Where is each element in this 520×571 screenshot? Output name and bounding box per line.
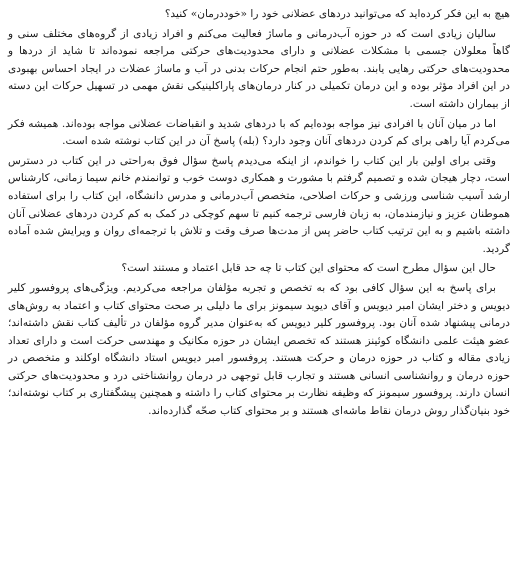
paragraph-patients: اما در میان آنان با افرادی نیز مواجه بوده‌ایم که با دردهای شدید و انقباضات عضلانی مواجه بوده‌اند. همیشه فکر می‌کردم آیا راهی برای کم کردن دردهای آنان وجود دارد؟ (بله) پاسخ آن در این کتاب نوشته شده است. — [8, 117, 510, 148]
paragraph-question: هیچ به این فکر کرده‌اید که می‌توانید دردهای عضلانی خود را «خوددرمان» کنید؟ — [164, 8, 510, 20]
paragraph-experience: سالیان زیادی است که در حوزه آب‌درمانی و ماساژ فعالیت می‌کنم و افراد زیادی از گروه‌های مختلف سنی و گاهاً معلولان جسمی با مشکلات عضلانی و دارای محدودیت‌های حرکتی مراجعه نموده‌اند تا شاید از دردها و محدودیت‌های حرکتی رهایی یابند. به‌طور حتم انجام حرکات بدنی در آب و ماساژ عضلات در ایجاد احساس بهبودی در این افراد مؤثر بوده و این درمان تکمیلی در کنار درمان‌های پاراکلینیکی نقش مهمی در تسهیل حرکات این دسته از بیماران داشته است. — [8, 27, 510, 110]
paragraph-reliability-question: حال این سؤال مطرح است که محتوای این کتاب تا چه حد قابل اعتماد و مستند است؟ — [121, 262, 496, 275]
paragraph-authors: برای پاسخ به این سؤال کافی بود که به تخصص و تجربه مؤلفان مراجعه می‌کردیم. ویژگی‌های پروفسور کلیر دیویس و دختر ایشان امبر دیویس و آقای دیوید سیمونز برای ما دلیلی بر صحت محتوای کتاب و اعتماد به روش‌های درمانی پیشنهاد شده آنان بود. پروفسور کلیر دیویس که به‌عنوان مدیر گروه مؤلفان در تألیف کتاب نقش داشته‌اند؛ عضو هیئت علمی دانشگاه کوئینز هستند که تخصص ایشان در حوزه مکانیک و مهندسی حرکت است و دارای تعداد زیادی مقاله و کتاب در حوزه درمان و حرکت هستند. پروفسور امبر دیویس استاد دانشگاه اوکلند و متخصص در حوزه درمان و روانشناسی انسانی هستند و تجارب قابل توجهی در درمان روانشناختی درد و محدودیت‌های حرکتی انسان دارند. پروفسور سیمونز که وظیفه نظارت بر محتوای کتاب را داشته و همچنین پیشگفتاری بر کتاب نوشته‌اند؛ خود بنیان‌گذار روش درمان نقاط ماشه‌ای هستند و بر محتوای کتاب صحّه گذارده‌اند. — [8, 281, 510, 418]
paragraph-translation: وقتی برای اولین بار این کتاب را خواندم، از اینکه می‌دیدم پاسخ سؤال فوق به‌راحتی در این کتاب در دسترس است، دچار هیجان شده و تصمیم گرفتم با مشورت و همکاری دوست خوب و توانمندم خانم سیما زمانی، کارشناس ارشد آسیب شناسی ورزشی و حرکات اصلاحی، متخصص آب‌درمانی و مدرس دانشگاه، این کتاب را برای استفاده هموطنان عزیز و نیازمندمان، به زبان فارسی ترجمه کنیم تا سهم کوچکی در کمک به کم کردن دردهای عضلانی آنان داشته باشیم و به این ترتیب کتاب حاضر پس از مدت‌ها صرف وقت و تلاش با ترجمه‌ای روان و ویرایش شده آماده گردید. — [8, 154, 510, 255]
